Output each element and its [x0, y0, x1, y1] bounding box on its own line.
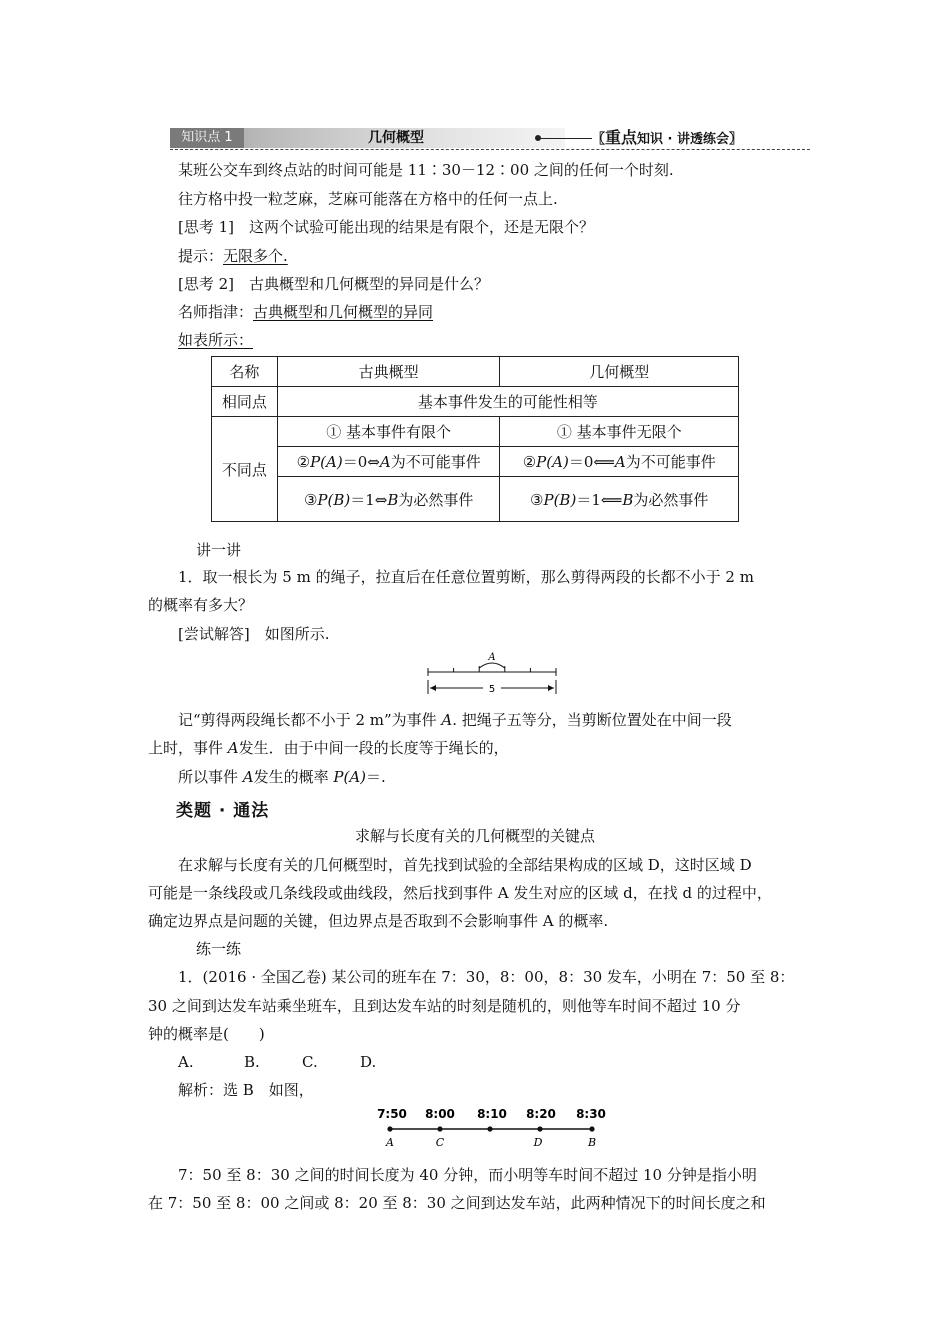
- intro-line-2: 往方格中投一粒芝麻，芝麻可能落在方格中的任何一点上.: [178, 190, 558, 208]
- same-label: 相同点: [212, 387, 278, 417]
- point-letter: A: [386, 1136, 394, 1149]
- event-symbol: A: [379, 453, 391, 471]
- time-label: 8:10: [477, 1107, 507, 1121]
- table-header-name: 名称: [212, 357, 278, 387]
- hint-line: [178, 246, 288, 266]
- method-para-1: 在求解与长度有关的几何概型时，首先找到试验的全部结果构成的区域 D，这时区域 D: [178, 856, 752, 874]
- diff-1-geometric: ① 基本事件无限个: [500, 417, 739, 447]
- attempt-line: [尝试解答] 如图所示.: [178, 625, 330, 643]
- sol-text: 上时，事件: [148, 739, 228, 757]
- timeline-point: [387, 1126, 392, 1131]
- fig-label-5: 5: [488, 684, 496, 695]
- timeline-point: [589, 1126, 594, 1131]
- header-tag-emphasis: 重点: [605, 128, 638, 147]
- knowledge-point-header: [170, 128, 804, 148]
- knowledge-point-label: 知识点 1: [170, 128, 244, 148]
- hint-label: 提示：: [178, 247, 224, 265]
- sol-text: 发生．由于中间一段的长度等于绳长的，: [238, 739, 509, 757]
- lecture-q1-line2: 的概率有多大？: [148, 596, 254, 614]
- prob-symbol: P(B): [543, 490, 577, 509]
- point-letter: C: [435, 1136, 445, 1149]
- event-symbol: A: [614, 453, 626, 471]
- cell-suffix: 为不可能事件: [390, 453, 481, 471]
- option-d: D.: [360, 1053, 377, 1071]
- cell-suffix: 为不可能事件: [625, 453, 716, 471]
- cell-prefix: ②: [522, 453, 537, 471]
- explanation-line-2: 在 7：50 至 8：00 之间或 8：20 至 8：30 之间到达发车站，此两种情况下的时间长度之和: [148, 1194, 766, 1212]
- timeline-point: [537, 1126, 542, 1131]
- table-intro: [178, 330, 253, 350]
- table-row-diff-3: [212, 477, 739, 522]
- cell-prefix: ③: [530, 490, 544, 509]
- segment-arc: [479, 663, 505, 668]
- method-section-heading: 类题 · 通法: [176, 801, 270, 821]
- practice-q1-line1: 1．(2016 · 全国乙卷) 某公司的班车在 7：30，8：00，8：30 发车，小明在 7：50 至 8：: [178, 968, 795, 986]
- explanation-line-1: 7：50 至 8：30 之间的时间长度为 40 分钟，而小明等车时间不超过 10 分钟是指小明: [178, 1166, 757, 1184]
- point-letter: B: [587, 1136, 597, 1149]
- arrow-left-head: [430, 685, 436, 691]
- timeline-point: [437, 1126, 442, 1131]
- practice-q1-line2: 30 之间到达发车站乘坐班车，且到达发车站的时刻是随机的，则他等车时间不超过 10 分: [148, 997, 741, 1015]
- method-para-2: 可能是一条线段或几条线段或曲线段，然后找到事件 A 发生对应的区域 d，在找 d 的过程中，: [148, 884, 772, 902]
- solution-line-2: [148, 738, 509, 758]
- sol-text: . 把绳子五等分，当剪断位置处在中间一段: [452, 711, 732, 729]
- sol-text: ＝.: [366, 768, 386, 786]
- solution-line-3: [178, 767, 386, 787]
- analysis-line: 解析：选 B 如图，: [178, 1081, 314, 1099]
- master-label: 名师指津：: [178, 303, 254, 321]
- event-symbol: A: [227, 739, 239, 757]
- think-2: [思考 2] 古典概型和几何概型的异同是什么？: [178, 275, 490, 293]
- cell-relation: ＝1⇔: [350, 490, 388, 509]
- prob-symbol: P(A): [310, 453, 343, 471]
- table-row-diff-1: [212, 417, 739, 447]
- lecture-q1-line1: 1．取一根长为 5 m 的绳子，拉直后在任意位置剪断，那么剪得两段的长都不小于 2 m: [178, 568, 754, 586]
- method-title: 求解与长度有关的几何概型的关键点: [354, 827, 595, 845]
- timeline-figure: [376, 1104, 608, 1150]
- header-tag: [592, 128, 742, 150]
- sol-text: 记“剪得两段绳长都不小于 2 m”为事件: [178, 711, 442, 729]
- knowledge-point-title: 几何概型: [368, 130, 424, 146]
- sol-text: 发生的概率: [253, 768, 334, 786]
- cell-prefix: ②: [296, 453, 311, 471]
- cell-suffix: 为必然事件: [633, 490, 709, 509]
- time-label: 8:30: [576, 1107, 606, 1121]
- option-a: A.: [178, 1053, 194, 1071]
- event-symbol: B: [387, 490, 399, 509]
- time-label: 7:50: [377, 1107, 407, 1121]
- method-para-3: 确定边界点是问题的关键，但边界点是否取到不会影响事件 A 的概率.: [148, 912, 609, 930]
- table-header-row: [212, 357, 739, 387]
- intro-line-1: 某班公交车到终点站的时间可能是 11∶30－12∶00 之间的任何一个时刻.: [178, 161, 674, 179]
- diff-2-geometric: [500, 447, 739, 477]
- hint-text: 无限多个.: [223, 247, 288, 265]
- table-row-diff-2: [212, 447, 739, 477]
- table-intro-text: 如表所示：: [178, 331, 254, 349]
- same-text: 基本事件发生的可能性相等: [277, 387, 738, 417]
- prob-symbol: P(B): [317, 490, 351, 509]
- event-symbol: B: [622, 490, 634, 509]
- sol-text: 所以事件: [178, 768, 243, 786]
- rope-figure: [425, 650, 559, 700]
- table-row-same: [212, 387, 739, 417]
- cell-relation: ＝0⟸: [568, 453, 615, 471]
- event-symbol: A: [242, 768, 254, 786]
- diff-3-geometric: [500, 477, 739, 522]
- practice-q1-line3: 钟的概率是( ): [148, 1025, 265, 1043]
- prob-symbol: P(A): [536, 453, 569, 471]
- point-letter: D: [533, 1136, 543, 1149]
- master-line: [178, 302, 433, 322]
- prob-symbol: P(A): [333, 768, 367, 786]
- lecture-heading: 讲一讲: [196, 541, 242, 559]
- header-tag-rest: 知识 · 讲透练会: [637, 132, 730, 147]
- cell-relation: ＝1⟸: [576, 490, 623, 509]
- timeline-point: [487, 1126, 492, 1131]
- diff-3-classic: [277, 477, 500, 522]
- cell-relation: ＝0⇔: [342, 453, 380, 471]
- header-dashed-divider: [170, 149, 810, 150]
- practice-heading: 练一练: [196, 940, 242, 958]
- header-connector-line: [540, 138, 592, 139]
- solution-line-1: [178, 710, 732, 730]
- fig-label-a: A: [488, 652, 496, 663]
- bracket-right: 〗: [729, 132, 743, 147]
- option-c: C.: [302, 1053, 318, 1071]
- table-header-geometric: 几何概型: [500, 357, 739, 387]
- cell-suffix: 为必然事件: [398, 490, 474, 509]
- arrow-right-head: [548, 685, 554, 691]
- option-b: B.: [244, 1053, 260, 1071]
- event-symbol: A: [441, 711, 453, 729]
- diff-label: 不同点: [212, 417, 278, 522]
- cell-prefix: ③: [303, 490, 318, 509]
- master-text: 古典概型和几何概型的异同: [253, 303, 434, 321]
- diff-2-classic: [277, 447, 500, 477]
- think-1: [思考 1] 这两个试验可能出现的结果是有限个，还是无限个？: [178, 218, 595, 236]
- time-label: 8:20: [526, 1107, 556, 1121]
- bracket-left: 〖: [592, 132, 606, 147]
- comparison-table: [211, 356, 739, 522]
- diff-1-classic: ① 基本事件有限个: [277, 417, 500, 447]
- time-label: 8:00: [425, 1107, 455, 1121]
- table-header-classic: 古典概型: [277, 357, 500, 387]
